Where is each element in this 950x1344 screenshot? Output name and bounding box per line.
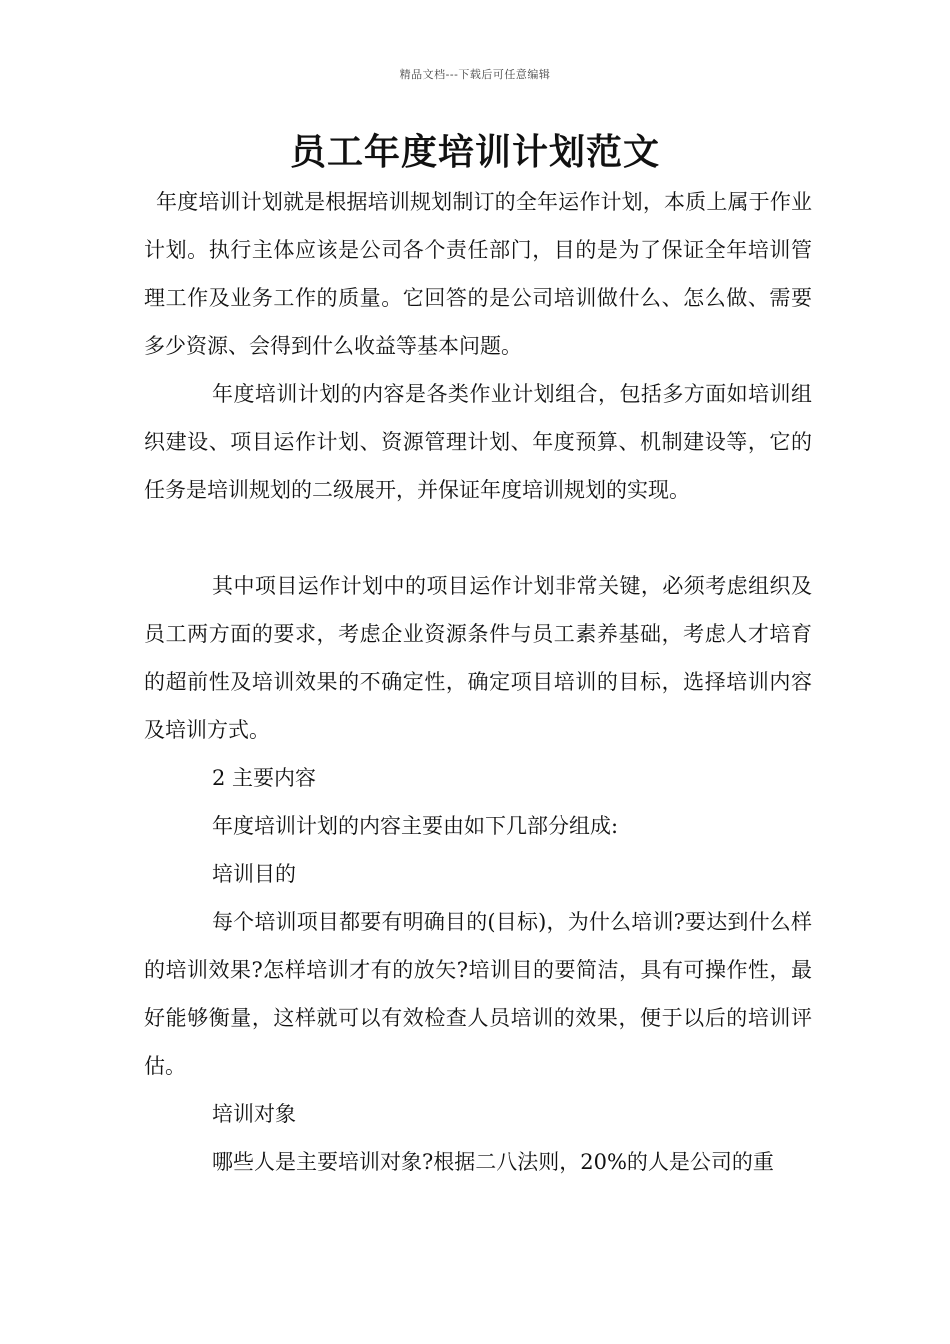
header-note: 精品文档---下载后可任意编辑 [399, 68, 551, 81]
paragraph-gap [144, 514, 812, 562]
document-body [144, 178, 812, 1186]
paragraph-intro: 年度培训计划就是根据培训规划制订的全年运作计划，本质上属于作业计划。执行主体应该是公司各个责任部门，目的是为了保证全年培训管理工作及业务工作的质量。它回答的是公司培训做什么、怎么做、需要多少资源、会得到什么收益等基本问题。 [144, 190, 812, 358]
paragraph-training-goal: 每个培训项目都要有明确目的(目标)，为什么培训?要达到什么样的培训效果?怎样培训才有的放矢?培训目的要简洁，具有可操作性，最好能够衡量，这样就可以有效检查人员培训的效果，便于以后的培训评估。 [144, 910, 812, 1078]
paragraph-content-overview: 年度培训计划的内容是各类作业计划组合，包括多方面如培训组织建设、项目运作计划、资源管理计划、年度预算、机制建设等，它的任务是培训规划的二级展开，并保证年度培训规划的实现。 [144, 382, 812, 502]
document-title: 员工年度培训计划范文 [289, 132, 660, 173]
section-heading-training-target: 培训对象 [212, 1102, 296, 1126]
section-heading-training-goal: 培训目的 [212, 862, 296, 886]
paragraph-training-target: 哪些人是主要培训对象?根据二八法则，20%的人是公司的重 [212, 1150, 774, 1174]
section-heading-main-content: 2 主要内容 [212, 766, 317, 790]
paragraph-components: 年度培训计划的内容主要由如下几部分组成: [212, 814, 619, 838]
paragraph-project-plan: 其中项目运作计划中的项目运作计划非常关键，必须考虑组织及员工两方面的要求，考虑企业资源条件与员工素养基础，考虑人才培育的超前性及培训效果的不确定性，确定项目培训的目标，选择培训内容及培训方式。 [144, 574, 812, 742]
